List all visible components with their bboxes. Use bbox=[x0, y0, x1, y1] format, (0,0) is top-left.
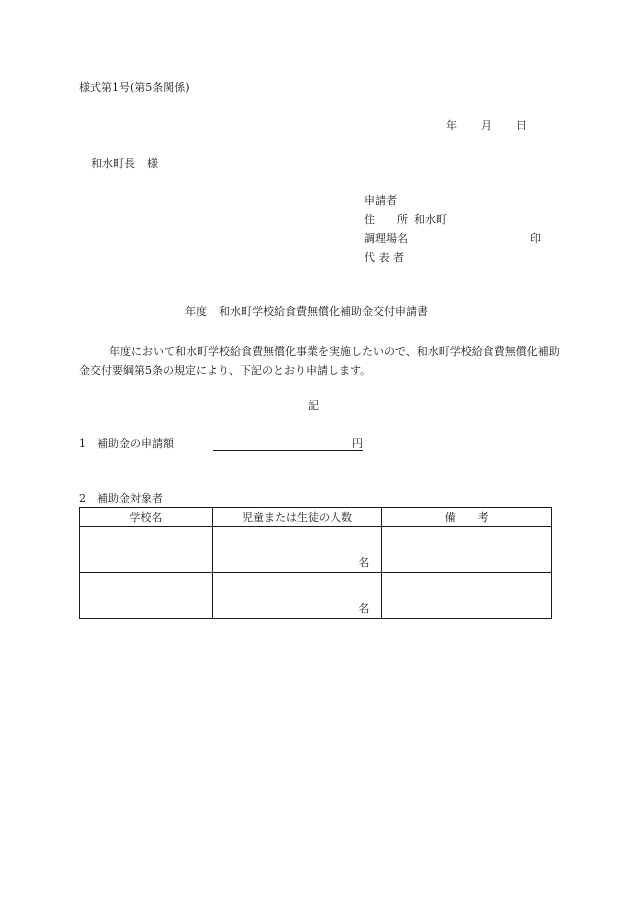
addressee-name: 和水町長 bbox=[91, 157, 135, 170]
kitchen-label: 調理場名 bbox=[364, 232, 408, 245]
item-1-label: 1 補助金の申請額 bbox=[79, 437, 174, 450]
item-1 bbox=[79, 437, 363, 451]
title-year: 年度 bbox=[185, 305, 207, 318]
representative-label: 代 表 者 bbox=[364, 251, 404, 264]
table-row bbox=[80, 527, 552, 573]
school-cell bbox=[80, 573, 213, 619]
body-paragraph: 年度において和水町学校給食費無償化事業を実施したいので、和水町学校給食費無償化補助金交付要綱第5条の規定により、下記のとおり申請します。 bbox=[79, 345, 560, 377]
target-table bbox=[79, 507, 552, 619]
header-school: 学校名 bbox=[80, 508, 213, 527]
amount-blank-line bbox=[213, 437, 363, 451]
date-year: 年 bbox=[446, 119, 457, 132]
ki-heading: 記 bbox=[308, 399, 319, 412]
table-row bbox=[80, 573, 552, 619]
date-month: 月 bbox=[481, 119, 492, 132]
header-remarks: 備 考 bbox=[382, 508, 552, 527]
remarks-cell bbox=[382, 527, 552, 573]
form-number: 様式第1号(第5条関係) bbox=[79, 81, 190, 94]
addressee bbox=[91, 157, 158, 171]
yen-unit: 円 bbox=[352, 437, 363, 450]
table-header-row bbox=[80, 508, 552, 527]
date-line bbox=[446, 119, 527, 133]
item-2-label: 2 補助金対象者 bbox=[79, 492, 163, 505]
address-value: 和水町 bbox=[414, 213, 447, 226]
applicant-heading: 申請者 bbox=[364, 194, 397, 207]
school-cell bbox=[80, 527, 213, 573]
header-count: 児童または生徒の人数 bbox=[212, 508, 382, 527]
count-cell: 名 bbox=[212, 573, 382, 619]
count-cell: 名 bbox=[212, 527, 382, 573]
title-text: 和水町学校給食費無償化補助金交付申請書 bbox=[219, 305, 428, 318]
addressee-honorific: 様 bbox=[147, 157, 158, 170]
applicant-block bbox=[364, 194, 541, 270]
document-title bbox=[185, 305, 428, 319]
address-label: 住 所 bbox=[364, 213, 408, 226]
remarks-cell bbox=[382, 573, 552, 619]
seal-mark: 印 bbox=[530, 232, 541, 245]
date-day: 日 bbox=[516, 119, 527, 132]
